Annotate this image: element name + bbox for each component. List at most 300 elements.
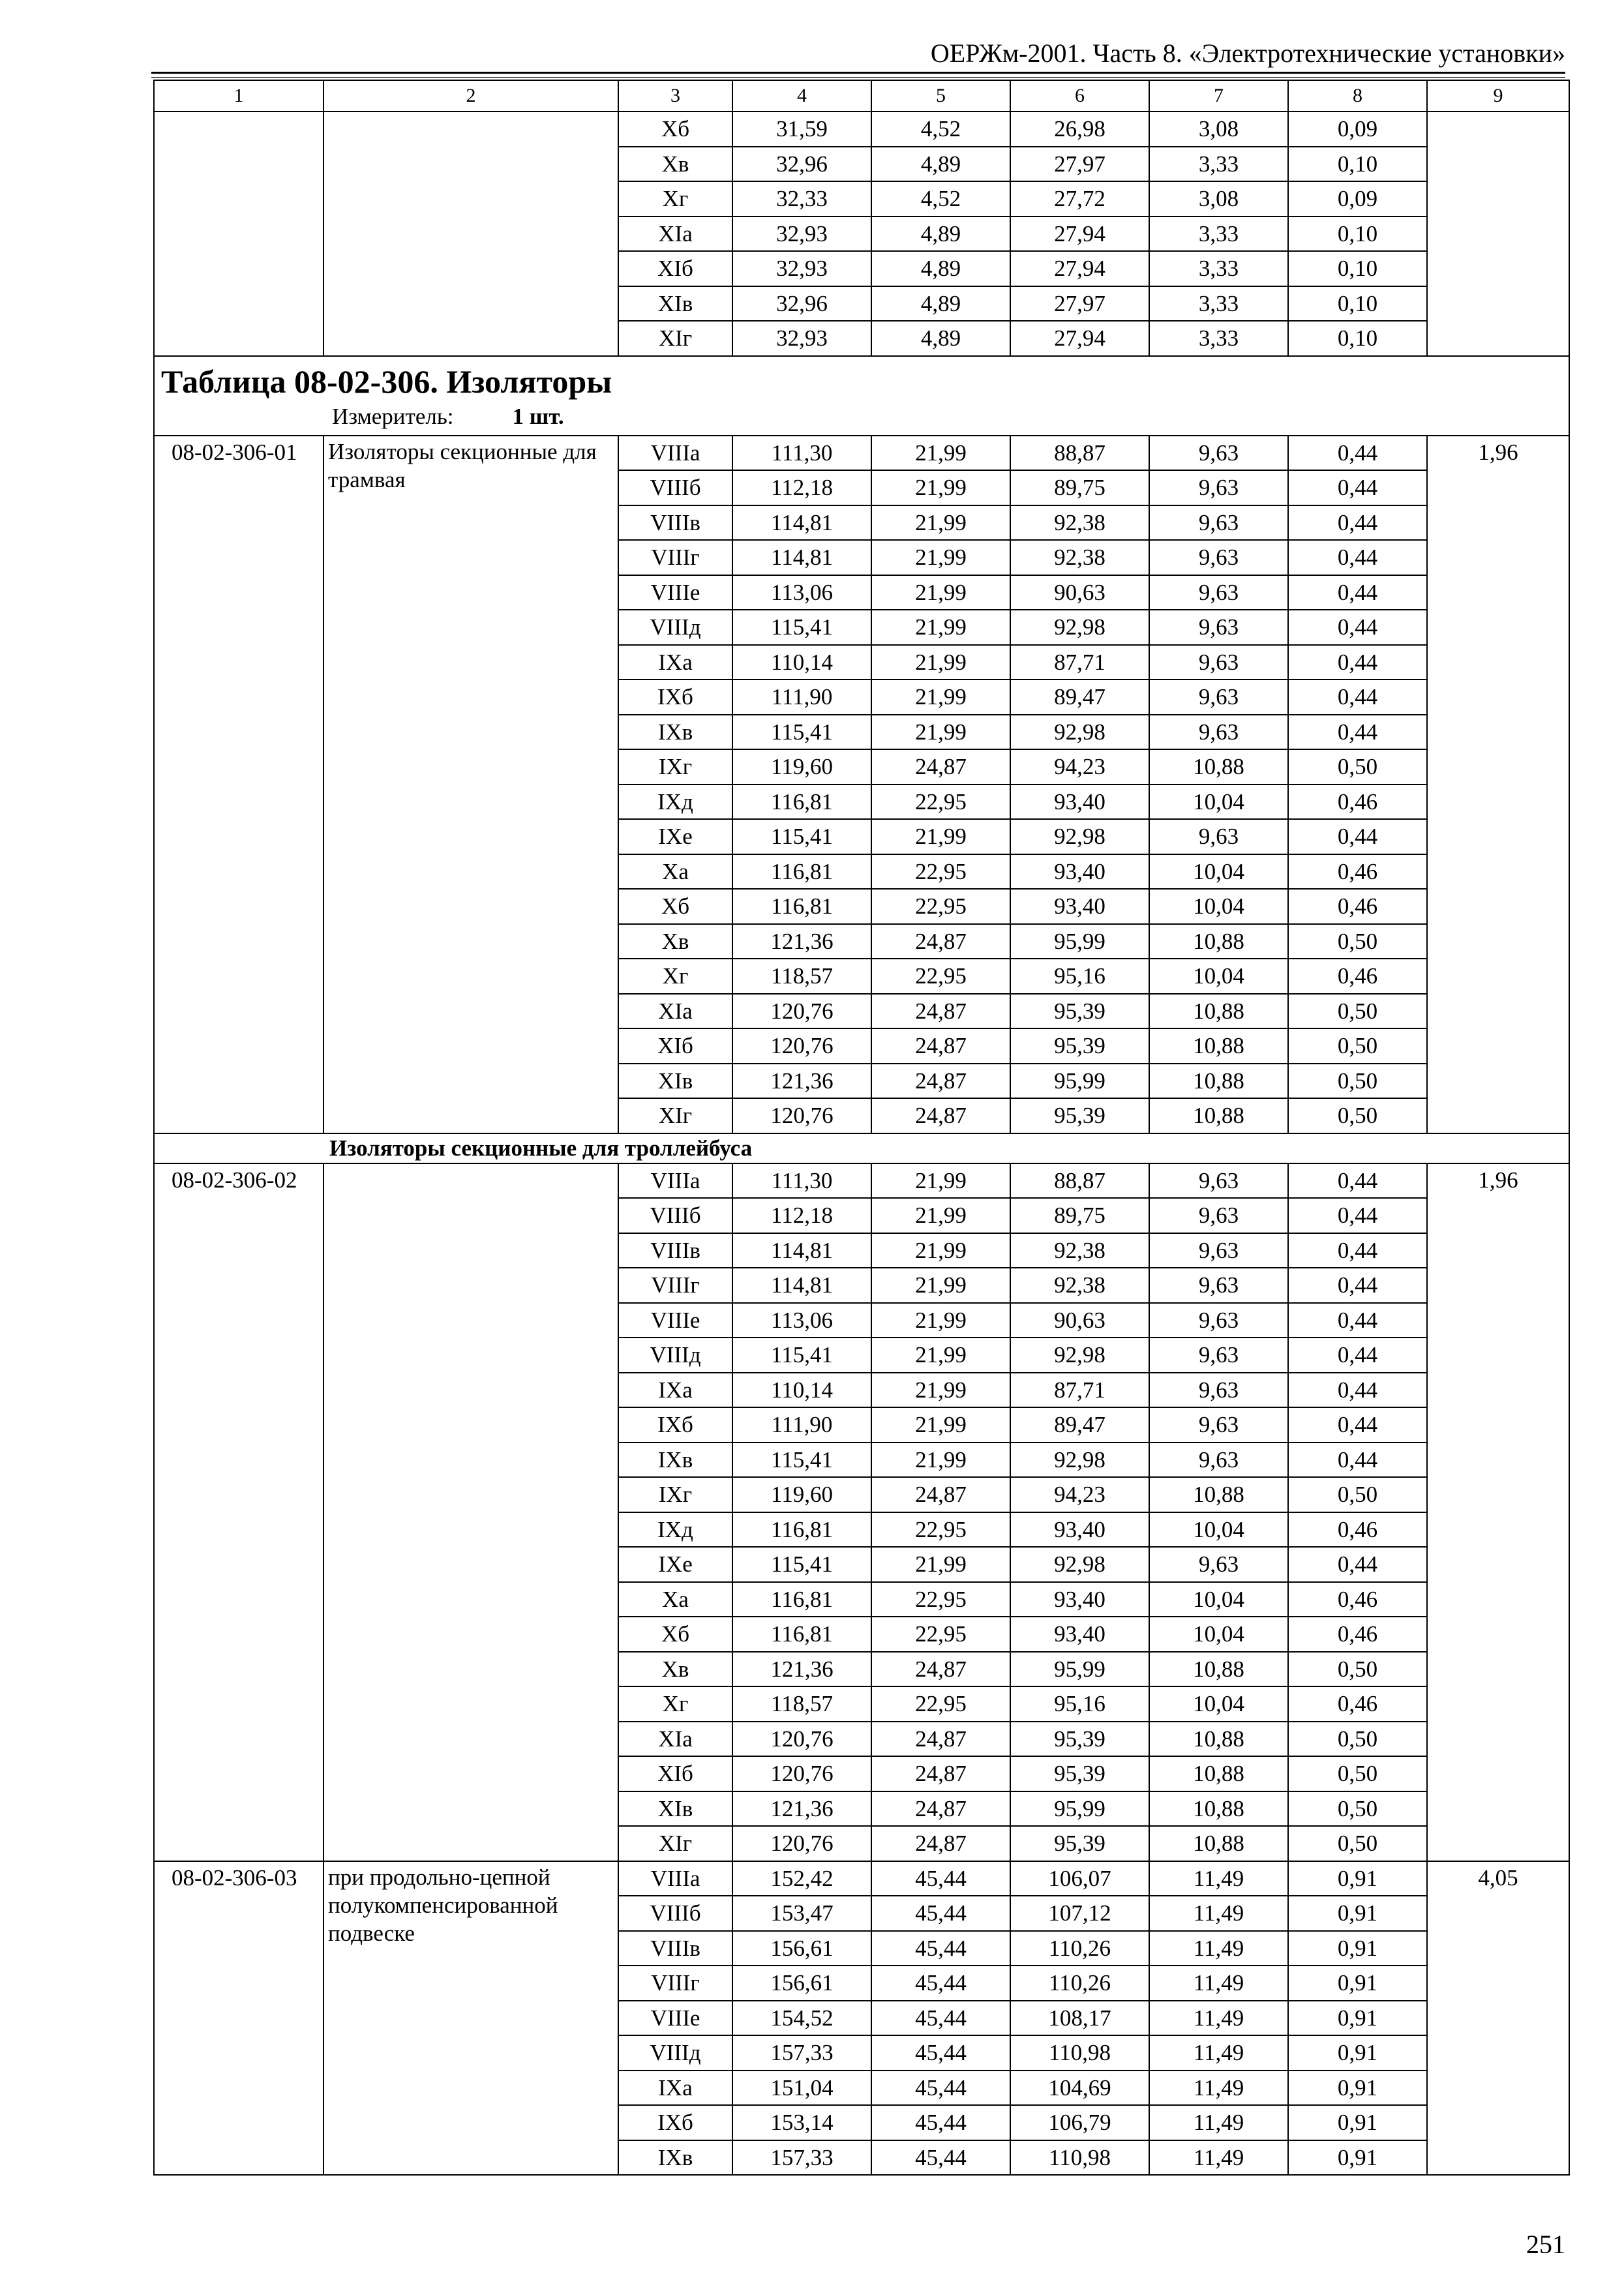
machinists-wages-cell: 0,50 xyxy=(1288,1028,1427,1064)
materials-cell: 92,38 xyxy=(1010,540,1149,575)
wages-cell: 4,52 xyxy=(871,181,1010,217)
machines-cell: 9,63 xyxy=(1149,610,1288,645)
wages-cell: 22,95 xyxy=(871,785,1010,820)
materials-cell: 95,99 xyxy=(1010,1652,1149,1687)
machines-cell: 3,33 xyxy=(1149,251,1288,286)
subheading: Изоляторы секционные для троллейбуса xyxy=(154,1133,1569,1163)
wages-cell: 22,95 xyxy=(871,1582,1010,1617)
wages-cell: 21,99 xyxy=(871,680,1010,715)
machinists-wages-cell: 0,44 xyxy=(1288,470,1427,505)
description-cell xyxy=(323,112,618,356)
machines-cell: 10,88 xyxy=(1149,994,1288,1029)
materials-cell: 95,99 xyxy=(1010,924,1149,959)
materials-cell: 93,40 xyxy=(1010,1582,1149,1617)
wages-cell: 4,52 xyxy=(871,112,1010,147)
machines-cell: 11,49 xyxy=(1149,1861,1288,1896)
zone-cell: VIIIд xyxy=(618,1338,732,1373)
zone-cell: VIIIд xyxy=(618,610,732,645)
materials-cell: 95,39 xyxy=(1010,1098,1149,1133)
machinists-wages-cell: 0,50 xyxy=(1288,749,1427,785)
zone-cell: VIIIе xyxy=(618,2001,732,2036)
table-row xyxy=(154,436,1569,471)
machines-cell: 10,88 xyxy=(1149,1477,1288,1512)
total-cost-cell: 115,41 xyxy=(732,610,871,645)
machines-cell: 9,63 xyxy=(1149,645,1288,680)
machines-cell: 3,33 xyxy=(1149,286,1288,322)
machines-cell: 11,49 xyxy=(1149,1966,1288,2001)
machinists-wages-cell: 0,44 xyxy=(1288,1233,1427,1268)
column-number: 7 xyxy=(1149,80,1288,112)
machines-cell: 10,04 xyxy=(1149,785,1288,820)
machinists-wages-cell: 0,44 xyxy=(1288,1303,1427,1338)
wages-cell: 24,87 xyxy=(871,1652,1010,1687)
machinists-wages-cell: 0,46 xyxy=(1288,854,1427,890)
header-rule-thin xyxy=(151,77,1565,78)
machines-cell: 10,88 xyxy=(1149,924,1288,959)
wages-cell: 45,44 xyxy=(871,2035,1010,2071)
machinists-wages-cell: 0,44 xyxy=(1288,610,1427,645)
zone-cell: ХIа xyxy=(618,994,732,1029)
zone-cell: VIIIе xyxy=(618,1303,732,1338)
machinists-wages-cell: 0,10 xyxy=(1288,321,1427,356)
measure-value: 1 шт. xyxy=(512,403,564,429)
machines-cell: 9,63 xyxy=(1149,1268,1288,1303)
machinists-wages-cell: 0,10 xyxy=(1288,286,1427,322)
zone-cell: Хг xyxy=(618,959,732,994)
machinists-wages-cell: 0,91 xyxy=(1288,2105,1427,2140)
materials-cell: 90,63 xyxy=(1010,1303,1149,1338)
machinists-wages-cell: 0,91 xyxy=(1288,2071,1427,2106)
total-cost-cell: 31,59 xyxy=(732,112,871,147)
materials-cell: 89,75 xyxy=(1010,470,1149,505)
total-cost-cell: 32,93 xyxy=(732,321,871,356)
zone-cell: VIIIв xyxy=(618,1931,732,1966)
machinists-wages-cell: 0,50 xyxy=(1288,1652,1427,1687)
total-cost-cell: 118,57 xyxy=(732,959,871,994)
wages-cell: 21,99 xyxy=(871,1233,1010,1268)
zone-cell: ХIг xyxy=(618,1826,732,1861)
wages-cell: 4,89 xyxy=(871,147,1010,182)
zone-cell: IХа xyxy=(618,1373,732,1408)
machinists-wages-cell: 0,46 xyxy=(1288,1512,1427,1548)
measure-label: Измеритель: xyxy=(332,403,454,429)
total-cost-cell: 110,14 xyxy=(732,1373,871,1408)
machinists-wages-cell: 0,44 xyxy=(1288,1547,1427,1582)
machinists-wages-cell: 0,44 xyxy=(1288,436,1427,471)
col9-cell: 1,96 xyxy=(1427,436,1569,1133)
total-cost-cell: 120,76 xyxy=(732,1098,871,1133)
machinists-wages-cell: 0,50 xyxy=(1288,1756,1427,1791)
column-number: 9 xyxy=(1427,80,1569,112)
table-row xyxy=(154,1861,1569,1896)
table-row xyxy=(154,112,1569,147)
wages-cell: 24,87 xyxy=(871,1028,1010,1064)
total-cost-cell: 157,33 xyxy=(732,2035,871,2071)
materials-cell: 92,38 xyxy=(1010,1233,1149,1268)
machinists-wages-cell: 0,44 xyxy=(1288,1268,1427,1303)
materials-cell: 110,98 xyxy=(1010,2140,1149,2176)
wages-cell: 22,95 xyxy=(871,959,1010,994)
materials-cell: 106,79 xyxy=(1010,2105,1149,2140)
machines-cell: 9,63 xyxy=(1149,1233,1288,1268)
total-cost-cell: 120,76 xyxy=(732,1722,871,1757)
total-cost-cell: 116,81 xyxy=(732,785,871,820)
wages-cell: 24,87 xyxy=(871,749,1010,785)
wages-cell: 24,87 xyxy=(871,1064,1010,1099)
machinists-wages-cell: 0,46 xyxy=(1288,1582,1427,1617)
materials-cell: 27,94 xyxy=(1010,321,1149,356)
zone-cell: VIIIб xyxy=(618,1198,732,1233)
total-cost-cell: 154,52 xyxy=(732,2001,871,2036)
materials-cell: 93,40 xyxy=(1010,785,1149,820)
zone-cell: IХб xyxy=(618,2105,732,2140)
total-cost-cell: 153,47 xyxy=(732,1896,871,1931)
machinists-wages-cell: 0,50 xyxy=(1288,1477,1427,1512)
total-cost-cell: 151,04 xyxy=(732,2071,871,2106)
machines-cell: 10,88 xyxy=(1149,1826,1288,1861)
machinists-wages-cell: 0,44 xyxy=(1288,1338,1427,1373)
machinists-wages-cell: 0,44 xyxy=(1288,540,1427,575)
wages-cell: 21,99 xyxy=(871,1338,1010,1373)
wages-cell: 21,99 xyxy=(871,540,1010,575)
machines-cell: 9,63 xyxy=(1149,1198,1288,1233)
wages-cell: 21,99 xyxy=(871,1547,1010,1582)
total-cost-cell: 153,14 xyxy=(732,2105,871,2140)
zone-cell: Ха xyxy=(618,1582,732,1617)
zone-cell: Хв xyxy=(618,1652,732,1687)
zone-cell: VIIIд xyxy=(618,2035,732,2071)
machines-cell: 10,04 xyxy=(1149,889,1288,924)
zone-cell: ХIа xyxy=(618,1722,732,1757)
total-cost-cell: 114,81 xyxy=(732,540,871,575)
materials-cell: 95,16 xyxy=(1010,959,1149,994)
description-cell: при продольно-цепной полукомпенсированной подвеске xyxy=(323,1861,618,2176)
materials-cell: 95,39 xyxy=(1010,1722,1149,1757)
total-cost-cell: 121,36 xyxy=(732,1791,871,1827)
machinists-wages-cell: 0,10 xyxy=(1288,147,1427,182)
wages-cell: 21,99 xyxy=(871,1373,1010,1408)
total-cost-cell: 120,76 xyxy=(732,1756,871,1791)
wages-cell: 21,99 xyxy=(871,1443,1010,1478)
total-cost-cell: 115,41 xyxy=(732,819,871,854)
machinists-wages-cell: 0,91 xyxy=(1288,1896,1427,1931)
machines-cell: 9,63 xyxy=(1149,436,1288,471)
zone-cell: Ха xyxy=(618,854,732,890)
zone-cell: IХе xyxy=(618,819,732,854)
total-cost-cell: 116,81 xyxy=(732,854,871,890)
machinists-wages-cell: 0,44 xyxy=(1288,1443,1427,1478)
wages-cell: 45,44 xyxy=(871,2105,1010,2140)
wages-cell: 21,99 xyxy=(871,1268,1010,1303)
machines-cell: 9,63 xyxy=(1149,819,1288,854)
machinists-wages-cell: 0,46 xyxy=(1288,889,1427,924)
column-number: 4 xyxy=(732,80,871,112)
materials-cell: 27,94 xyxy=(1010,217,1149,252)
total-cost-cell: 119,60 xyxy=(732,749,871,785)
col9-cell: 4,05 xyxy=(1427,1861,1569,2176)
machinists-wages-cell: 0,44 xyxy=(1288,1163,1427,1199)
running-header: ОЕРЖм-2001. Часть 8. «Электротехнические установки» xyxy=(930,38,1565,68)
materials-cell: 95,16 xyxy=(1010,1686,1149,1722)
machinists-wages-cell: 0,91 xyxy=(1288,2140,1427,2176)
zone-cell: VIIIг xyxy=(618,1966,732,2001)
zone-cell: VIIIа xyxy=(618,1861,732,1896)
wages-cell: 4,89 xyxy=(871,217,1010,252)
machines-cell: 9,63 xyxy=(1149,1443,1288,1478)
materials-cell: 110,26 xyxy=(1010,1966,1149,2001)
column-number: 6 xyxy=(1010,80,1149,112)
column-number: 8 xyxy=(1288,80,1427,112)
total-cost-cell: 120,76 xyxy=(732,1028,871,1064)
total-cost-cell: 157,33 xyxy=(732,2140,871,2176)
materials-cell: 94,23 xyxy=(1010,1477,1149,1512)
table-title-row xyxy=(154,356,1569,436)
zone-cell: IХг xyxy=(618,749,732,785)
total-cost-cell: 32,96 xyxy=(732,147,871,182)
total-cost-cell: 110,14 xyxy=(732,645,871,680)
zone-cell: VIIIб xyxy=(618,470,732,505)
wages-cell: 4,89 xyxy=(871,251,1010,286)
total-cost-cell: 115,41 xyxy=(732,715,871,750)
materials-cell: 27,72 xyxy=(1010,181,1149,217)
code-cell: 08-02-306-01 xyxy=(154,436,323,1133)
machines-cell: 10,04 xyxy=(1149,1617,1288,1652)
machines-cell: 10,88 xyxy=(1149,1652,1288,1687)
machines-cell: 9,63 xyxy=(1149,540,1288,575)
total-cost-cell: 32,33 xyxy=(732,181,871,217)
zone-cell: Хг xyxy=(618,1686,732,1722)
subheading-row xyxy=(154,1133,1569,1163)
materials-cell: 95,39 xyxy=(1010,1028,1149,1064)
machines-cell: 10,04 xyxy=(1149,854,1288,890)
machines-cell: 10,88 xyxy=(1149,1028,1288,1064)
machinists-wages-cell: 0,44 xyxy=(1288,505,1427,541)
materials-cell: 88,87 xyxy=(1010,1163,1149,1199)
total-cost-cell: 111,90 xyxy=(732,680,871,715)
wages-cell: 24,87 xyxy=(871,1791,1010,1827)
materials-cell: 92,98 xyxy=(1010,1338,1149,1373)
wages-cell: 45,44 xyxy=(871,1931,1010,1966)
materials-cell: 108,17 xyxy=(1010,2001,1149,2036)
machines-cell: 9,63 xyxy=(1149,470,1288,505)
machines-cell: 9,63 xyxy=(1149,1303,1288,1338)
zone-cell: ХIб xyxy=(618,251,732,286)
wages-cell: 24,87 xyxy=(871,1477,1010,1512)
materials-cell: 95,39 xyxy=(1010,1826,1149,1861)
materials-cell: 104,69 xyxy=(1010,2071,1149,2106)
total-cost-cell: 120,76 xyxy=(732,994,871,1029)
total-cost-cell: 32,93 xyxy=(732,217,871,252)
zone-cell: VIIIб xyxy=(618,1896,732,1931)
zone-cell: ХIг xyxy=(618,321,732,356)
total-cost-cell: 119,60 xyxy=(732,1477,871,1512)
materials-cell: 92,98 xyxy=(1010,1547,1149,1582)
machines-cell: 11,49 xyxy=(1149,2105,1288,2140)
total-cost-cell: 121,36 xyxy=(732,1652,871,1687)
zone-cell: VIIIе xyxy=(618,575,732,610)
description-cell xyxy=(323,1163,618,1861)
machines-cell: 9,63 xyxy=(1149,575,1288,610)
table-row xyxy=(154,1163,1569,1199)
materials-cell: 107,12 xyxy=(1010,1896,1149,1931)
zone-cell: Хб xyxy=(618,1617,732,1652)
total-cost-cell: 113,06 xyxy=(732,575,871,610)
machines-cell: 10,88 xyxy=(1149,1756,1288,1791)
total-cost-cell: 116,81 xyxy=(732,889,871,924)
measure-line xyxy=(161,402,1563,431)
total-cost-cell: 120,76 xyxy=(732,1826,871,1861)
machinists-wages-cell: 0,46 xyxy=(1288,1617,1427,1652)
machines-cell: 3,33 xyxy=(1149,147,1288,182)
machines-cell: 9,63 xyxy=(1149,1163,1288,1199)
machines-cell: 9,63 xyxy=(1149,715,1288,750)
machines-cell: 11,49 xyxy=(1149,2071,1288,2106)
zone-cell: IХа xyxy=(618,645,732,680)
machinists-wages-cell: 0,91 xyxy=(1288,2035,1427,2071)
machinists-wages-cell: 0,91 xyxy=(1288,1861,1427,1896)
total-cost-cell: 111,30 xyxy=(732,436,871,471)
zone-cell: Хб xyxy=(618,112,732,147)
total-cost-cell: 156,61 xyxy=(732,1931,871,1966)
wages-cell: 4,89 xyxy=(871,321,1010,356)
header-rule xyxy=(151,72,1565,74)
machines-cell: 10,88 xyxy=(1149,1064,1288,1099)
code-cell: 08-02-306-02 xyxy=(154,1163,323,1861)
materials-cell: 93,40 xyxy=(1010,1512,1149,1548)
column-number: 2 xyxy=(323,80,618,112)
zone-cell: Хб xyxy=(618,889,732,924)
machines-cell: 10,04 xyxy=(1149,1582,1288,1617)
wages-cell: 22,95 xyxy=(871,1512,1010,1548)
zone-cell: VIIIв xyxy=(618,505,732,541)
machines-cell: 11,49 xyxy=(1149,2001,1288,2036)
machines-cell: 3,33 xyxy=(1149,321,1288,356)
materials-cell: 95,99 xyxy=(1010,1064,1149,1099)
machinists-wages-cell: 0,91 xyxy=(1288,1931,1427,1966)
wages-cell: 21,99 xyxy=(871,819,1010,854)
machines-cell: 11,49 xyxy=(1149,2140,1288,2176)
materials-cell: 95,39 xyxy=(1010,994,1149,1029)
zone-cell: IХе xyxy=(618,1547,732,1582)
machinists-wages-cell: 0,50 xyxy=(1288,1064,1427,1099)
zone-cell: Хг xyxy=(618,181,732,217)
machines-cell: 10,88 xyxy=(1149,1791,1288,1827)
code-cell: 08-02-306-03 xyxy=(154,1861,323,2176)
machinists-wages-cell: 0,44 xyxy=(1288,575,1427,610)
machinists-wages-cell: 0,44 xyxy=(1288,1373,1427,1408)
materials-cell: 93,40 xyxy=(1010,1617,1149,1652)
zone-cell: ХIв xyxy=(618,1791,732,1827)
machines-cell: 9,63 xyxy=(1149,1547,1288,1582)
machinists-wages-cell: 0,50 xyxy=(1288,1722,1427,1757)
zone-cell: IХд xyxy=(618,1512,732,1548)
machinists-wages-cell: 0,46 xyxy=(1288,1686,1427,1722)
materials-cell: 110,26 xyxy=(1010,1931,1149,1966)
zone-cell: VIIIг xyxy=(618,1268,732,1303)
zone-cell: VIIIа xyxy=(618,436,732,471)
machines-cell: 10,88 xyxy=(1149,749,1288,785)
machines-cell: 11,49 xyxy=(1149,2035,1288,2071)
wages-cell: 21,99 xyxy=(871,1198,1010,1233)
materials-cell: 92,38 xyxy=(1010,1268,1149,1303)
materials-cell: 92,38 xyxy=(1010,505,1149,541)
machines-cell: 10,04 xyxy=(1149,1686,1288,1722)
machines-cell: 9,63 xyxy=(1149,1407,1288,1443)
machines-cell: 10,88 xyxy=(1149,1722,1288,1757)
zone-cell: VIIIв xyxy=(618,1233,732,1268)
machinists-wages-cell: 0,46 xyxy=(1288,959,1427,994)
column-number: 5 xyxy=(871,80,1010,112)
zone-cell: ХIб xyxy=(618,1756,732,1791)
column-number: 1 xyxy=(154,80,323,112)
materials-cell: 93,40 xyxy=(1010,854,1149,890)
machines-cell: 3,08 xyxy=(1149,181,1288,217)
total-cost-cell: 115,41 xyxy=(732,1547,871,1582)
page-number: 251 xyxy=(1526,2230,1565,2259)
wages-cell: 21,99 xyxy=(871,575,1010,610)
wages-cell: 21,99 xyxy=(871,1303,1010,1338)
wages-cell: 21,99 xyxy=(871,505,1010,541)
total-cost-cell: 112,18 xyxy=(732,470,871,505)
zone-cell: VIIIг xyxy=(618,540,732,575)
total-cost-cell: 118,57 xyxy=(732,1686,871,1722)
zone-cell: IХд xyxy=(618,785,732,820)
total-cost-cell: 114,81 xyxy=(732,505,871,541)
machinists-wages-cell: 0,44 xyxy=(1288,1198,1427,1233)
wages-cell: 24,87 xyxy=(871,1826,1010,1861)
materials-cell: 92,98 xyxy=(1010,1443,1149,1478)
machinists-wages-cell: 0,10 xyxy=(1288,217,1427,252)
machines-cell: 9,63 xyxy=(1149,505,1288,541)
zone-cell: IХг xyxy=(618,1477,732,1512)
total-cost-cell: 32,93 xyxy=(732,251,871,286)
wages-cell: 22,95 xyxy=(871,1686,1010,1722)
wages-cell: 24,87 xyxy=(871,1756,1010,1791)
total-cost-cell: 121,36 xyxy=(732,924,871,959)
price-table xyxy=(153,80,1570,2176)
total-cost-cell: 116,81 xyxy=(732,1512,871,1548)
materials-cell: 88,87 xyxy=(1010,436,1149,471)
total-cost-cell: 116,81 xyxy=(732,1582,871,1617)
materials-cell: 106,07 xyxy=(1010,1861,1149,1896)
zone-cell: IХб xyxy=(618,680,732,715)
code-cell xyxy=(154,112,323,356)
wages-cell: 45,44 xyxy=(871,2140,1010,2176)
wages-cell: 24,87 xyxy=(871,1098,1010,1133)
zone-cell: Хв xyxy=(618,924,732,959)
machines-cell: 10,88 xyxy=(1149,1098,1288,1133)
zone-cell: ХIб xyxy=(618,1028,732,1064)
machines-cell: 10,04 xyxy=(1149,959,1288,994)
materials-cell: 92,98 xyxy=(1010,819,1149,854)
total-cost-cell: 115,41 xyxy=(732,1338,871,1373)
total-cost-cell: 121,36 xyxy=(732,1064,871,1099)
materials-cell: 27,94 xyxy=(1010,251,1149,286)
total-cost-cell: 111,90 xyxy=(732,1407,871,1443)
wages-cell: 45,44 xyxy=(871,1861,1010,1896)
machinists-wages-cell: 0,10 xyxy=(1288,251,1427,286)
wages-cell: 45,44 xyxy=(871,1896,1010,1931)
machinists-wages-cell: 0,44 xyxy=(1288,819,1427,854)
wages-cell: 21,99 xyxy=(871,1407,1010,1443)
wages-cell: 21,99 xyxy=(871,715,1010,750)
zone-cell: IХв xyxy=(618,2140,732,2176)
wages-cell: 21,99 xyxy=(871,1163,1010,1199)
wages-cell: 22,95 xyxy=(871,854,1010,890)
total-cost-cell: 156,61 xyxy=(732,1966,871,2001)
total-cost-cell: 111,30 xyxy=(732,1163,871,1199)
materials-cell: 87,71 xyxy=(1010,645,1149,680)
